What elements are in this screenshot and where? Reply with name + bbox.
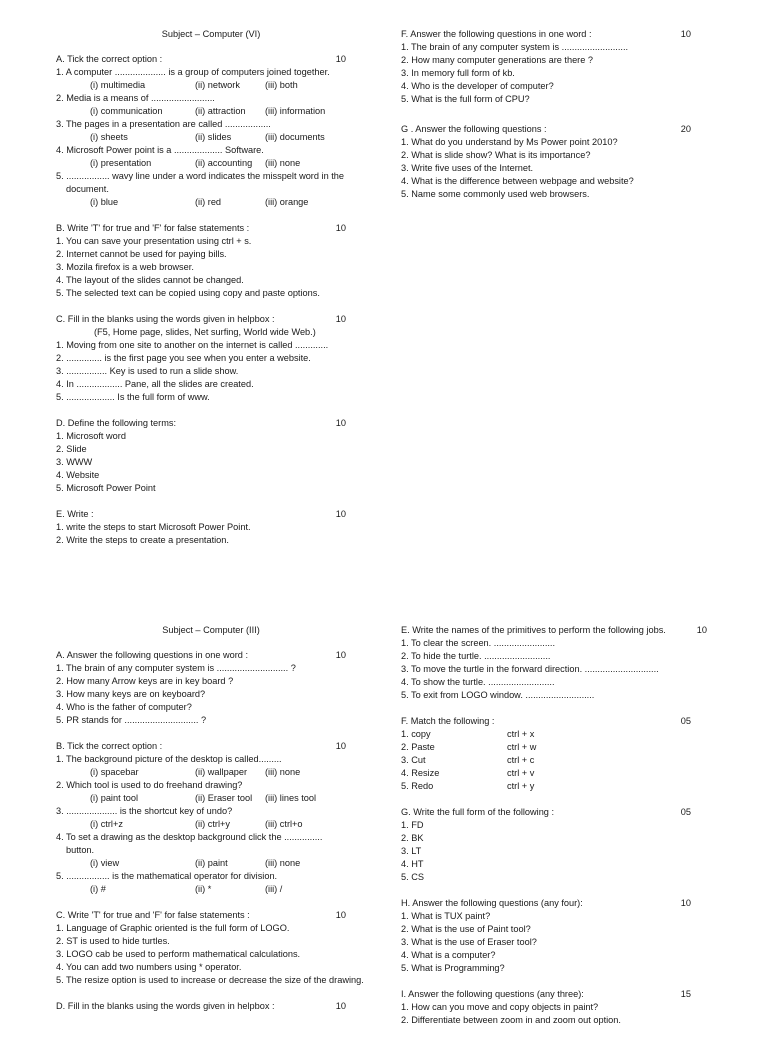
question-text: 4. In .................. Pane, all the slides are created. (56, 379, 254, 389)
match-left: 3. Cut (401, 755, 426, 765)
question-text: 1. The brain of any computer system is ............................ ? (56, 663, 296, 673)
option-row (56, 883, 366, 896)
match-right: ctrl + y (507, 781, 535, 791)
section-e-vi (56, 508, 366, 547)
question-text: 4. HT (401, 859, 424, 869)
section-heading: H. Answer the following questions (any four): (401, 898, 583, 908)
section-marks: 15 (680, 989, 691, 999)
question-text: 1. The brain of any computer system is .......................... (401, 42, 629, 52)
question-text: 3. LT (401, 846, 422, 856)
section-g-iii (401, 806, 708, 884)
option: (i) multimedia (90, 80, 146, 90)
option: (iii) ctrl+o (265, 819, 303, 829)
question-text: 2. How many Arrow keys are in key board ? (56, 676, 234, 686)
match-left: 1. copy (401, 729, 431, 739)
question-text: 1. What do you understand by Ms Power point 2010? (401, 137, 618, 147)
question-text: 1. What is TUX paint? (401, 911, 491, 921)
option: (iii) lines tool (265, 793, 317, 803)
question-text: 5. The resize option is used to increase or decrease the size of the drawing. (56, 975, 364, 985)
question-text: 2. ST is used to hide turtles. (56, 936, 170, 946)
option: (i) # (90, 884, 106, 894)
question-text: 2. Which tool is used to do freehand drawing? (56, 780, 243, 790)
section-d-vi (56, 417, 366, 495)
question-text: 5. What is Programming? (401, 963, 505, 973)
section-f-iii (401, 715, 708, 793)
option-row (56, 196, 366, 209)
section-marks: 10 (335, 314, 346, 324)
match-right: ctrl + w (507, 742, 537, 752)
section-heading: E. Write : (56, 509, 94, 519)
option: (ii) slides (195, 132, 232, 142)
option-row (56, 857, 366, 870)
match-row (401, 728, 708, 741)
question-text: 2. Write the steps to create a presentation. (56, 535, 229, 545)
question-text: 5. What is the full form of CPU? (401, 94, 530, 104)
question-text: 5. Name some commonly used web browsers. (401, 189, 590, 199)
section-c-vi (56, 313, 366, 404)
question-text: 4. The layout of the slides cannot be changed. (56, 275, 244, 285)
question-text: 1. Language of Graphic oriented is the full form of LOGO. (56, 923, 290, 933)
section-f-vi (401, 24, 708, 106)
question-text: 2. How many computer generations are there ? (401, 55, 594, 65)
section-e-iii (401, 620, 708, 702)
section-marks: 10 (335, 54, 346, 64)
question-text-continued: button. (66, 845, 95, 855)
section-marks: 10 (335, 509, 346, 519)
section-heading: B. Tick the correct option : (56, 741, 163, 751)
option: (ii) ctrl+y (195, 819, 230, 829)
match-row (401, 767, 708, 780)
question-text: 1. How can you move and copy objects in paint? (401, 1002, 599, 1012)
section-d-iii (56, 1000, 366, 1013)
question-text: 1. You can save your presentation using ctrl + s. (56, 236, 252, 246)
question-text: 2. To hide the turtle. .......................... (401, 651, 551, 661)
question-text: 4. Website (56, 470, 100, 480)
question-text: 4. To set a drawing as the desktop background click the ............... (56, 832, 323, 842)
option: (ii) * (195, 884, 212, 894)
section-marks: 10 (680, 898, 691, 908)
section-heading: E. Write the names of the primitives to perform the following jobs. (401, 625, 666, 635)
section-heading: G . Answer the following questions : (401, 124, 547, 134)
section-marks: 05 (680, 716, 691, 726)
section-a-iii (56, 649, 366, 727)
question-text: 5. Microsoft Power Point (56, 483, 156, 493)
option: (iii) none (265, 158, 301, 168)
question-text: 5. To exit from LOGO window. ........................... (401, 690, 595, 700)
match-left: 5. Redo (401, 781, 434, 791)
match-right: ctrl + v (507, 768, 535, 778)
section-g-vi (401, 123, 708, 201)
section-a-vi (56, 53, 366, 209)
section-marks: 20 (680, 124, 691, 134)
question-text: 2. Slide (56, 444, 87, 454)
question-text: 3. In memory full form of kb. (401, 68, 515, 78)
section-heading: C. Fill in the blanks using the words given in helpbox : (56, 314, 275, 324)
section-heading: A. Tick the correct option : (56, 54, 163, 64)
section-c-iii (56, 909, 366, 987)
section-heading: D. Fill in the blanks using the words given in helpbox : (56, 1001, 275, 1011)
match-row (401, 741, 708, 754)
question-text: 3. To move the turtle in the forward direction. ............................. (401, 664, 659, 674)
question-text: 3. Write five uses of the Internet. (401, 163, 534, 173)
section-heading: B. Write 'T' for true and 'F' for false statements : (56, 223, 250, 233)
section-marks: 05 (680, 807, 691, 817)
match-right: ctrl + x (507, 729, 535, 739)
question-text: 2. What is the use of Paint tool? (401, 924, 531, 934)
section-marks: 10 (335, 1001, 346, 1011)
match-row (401, 754, 708, 767)
question-text: 3. What is the use of Eraser tool? (401, 937, 537, 947)
question-text: 2. BK (401, 833, 424, 843)
question-text: 2. Differentiate between zoom in and zoom out option. (401, 1015, 621, 1025)
section-heading: D. Define the following terms: (56, 418, 176, 428)
question-text: 3. LOGO cab be used to perform mathematical calculations. (56, 949, 301, 959)
option: (i) paint tool (90, 793, 139, 803)
question-text: 2. Media is a means of ......................... (56, 93, 215, 103)
section-marks: 10 (335, 741, 346, 751)
section-marks: 10 (335, 223, 346, 233)
top-right-column (401, 24, 708, 214)
option: (i) blue (90, 197, 119, 207)
option: (i) view (90, 858, 120, 868)
question-text: 1. A computer .................... is a group of computers joined together. (56, 67, 330, 77)
question-text: 5. ................... Is the full form of www. (56, 392, 210, 402)
option: (iii) both (265, 80, 298, 90)
section-h-iii (401, 897, 708, 975)
option: (ii) attraction (195, 106, 246, 116)
option-row (56, 79, 366, 92)
question-text: 2. What is slide show? What is its importance? (401, 150, 591, 160)
question-text: 3. The pages in a presentation are called .................. (56, 119, 271, 129)
question-text: 3. WWW (56, 457, 93, 467)
option: (iii) orange (265, 197, 309, 207)
question-text: 1. To clear the screen. ........................ (401, 638, 556, 648)
option: (ii) Eraser tool (195, 793, 253, 803)
section-heading: F. Match the following : (401, 716, 495, 726)
question-text: 4. Who is the father of computer? (56, 702, 192, 712)
bottom-right-column (401, 620, 708, 1040)
question-text: 4. Who is the developer of computer? (401, 81, 554, 91)
section-heading: A. Answer the following questions in one word : (56, 650, 249, 660)
option: (iii) information (265, 106, 326, 116)
match-left: 2. Paste (401, 742, 435, 752)
question-text: 4. Microsoft Power point is a ................... Software. (56, 145, 264, 155)
section-marks: 10 (335, 418, 346, 428)
question-text: 5. CS (401, 872, 424, 882)
match-right: ctrl + c (507, 755, 535, 765)
question-text: 5. PR stands for ............................. ? (56, 715, 207, 725)
subject-title-iii: Subject – Computer (III) (162, 625, 260, 635)
question-text: 1. Microsoft word (56, 431, 126, 441)
question-text: 2. Internet cannot be used for paying bills. (56, 249, 227, 259)
option-row (56, 766, 366, 779)
section-marks: 10 (335, 650, 346, 660)
option: (iii) / (265, 884, 283, 894)
question-text: 3. ................ Key is used to run a slide show. (56, 366, 239, 376)
option-row (56, 131, 366, 144)
question-text: 5. ................. is the mathematical operator for division. (56, 871, 278, 881)
option: (i) spacebar (90, 767, 139, 777)
option: (ii) wallpaper (195, 767, 248, 777)
option: (ii) network (195, 80, 240, 90)
question-text: 4. What is a computer? (401, 950, 496, 960)
question-text: 3. How many keys are on keyboard? (56, 689, 206, 699)
section-i-iii (401, 988, 708, 1027)
question-text: 3. .................... is the shortcut key of undo? (56, 806, 233, 816)
question-text: 1. FD (401, 820, 424, 830)
section-heading: F. Answer the following questions in one word : (401, 29, 592, 39)
top-left-column (56, 24, 366, 560)
option-row (56, 792, 366, 805)
section-b-iii (56, 740, 366, 896)
paper-class-vi (0, 24, 768, 564)
option: (i) ctrl+z (90, 819, 123, 829)
question-text: 4. To show the turtle. .......................... (401, 677, 555, 687)
question-text-continued: document. (66, 184, 109, 194)
question-text: 4. You can add two numbers using * operator. (56, 962, 242, 972)
section-heading: C. Write 'T' for true and 'F' for false statements : (56, 910, 250, 920)
section-marks: 10 (696, 625, 707, 635)
option: (i) communication (90, 106, 163, 116)
option-row (56, 105, 366, 118)
match-row (401, 780, 708, 793)
section-heading: G. Write the full form of the following : (401, 807, 555, 817)
section-heading: I. Answer the following questions (any three): (401, 989, 584, 999)
section-marks: 10 (335, 910, 346, 920)
bottom-left-column (56, 620, 366, 1026)
section-b-vi (56, 222, 366, 300)
option: (ii) paint (195, 858, 228, 868)
question-text: 5. The selected text can be copied using copy and paste options. (56, 288, 320, 298)
option: (i) sheets (90, 132, 128, 142)
question-text: 1. The background picture of the desktop is called......... (56, 754, 282, 764)
subject-title-vi: Subject – Computer (VI) (161, 29, 261, 39)
option-row (56, 157, 366, 170)
section-marks: 10 (680, 29, 691, 39)
paper-class-iii (0, 620, 768, 1024)
question-text: 1. write the steps to start Microsoft Power Point. (56, 522, 251, 532)
option-row (56, 818, 366, 831)
option: (iii) documents (265, 132, 325, 142)
option: (iii) none (265, 767, 301, 777)
question-text: 5. ................. wavy line under a word indicates the misspelt word in the (56, 171, 345, 181)
option: (ii) accounting (195, 158, 253, 168)
option: (ii) red (195, 197, 222, 207)
question-text: 2. .............. is the first page you see when you enter a website. (56, 353, 311, 363)
option: (i) presentation (90, 158, 152, 168)
question-text: 3. Mozila firefox is a web browser. (56, 262, 194, 272)
question-text: 4. What is the difference between webpage and website? (401, 176, 634, 186)
helpbox-words: (F5, Home page, slides, Net surfing, World wide Web.) (94, 327, 316, 337)
match-left: 4. Resize (401, 768, 440, 778)
option: (iii) none (265, 858, 301, 868)
question-text: 1. Moving from one site to another on the internet is called ............. (56, 340, 329, 350)
